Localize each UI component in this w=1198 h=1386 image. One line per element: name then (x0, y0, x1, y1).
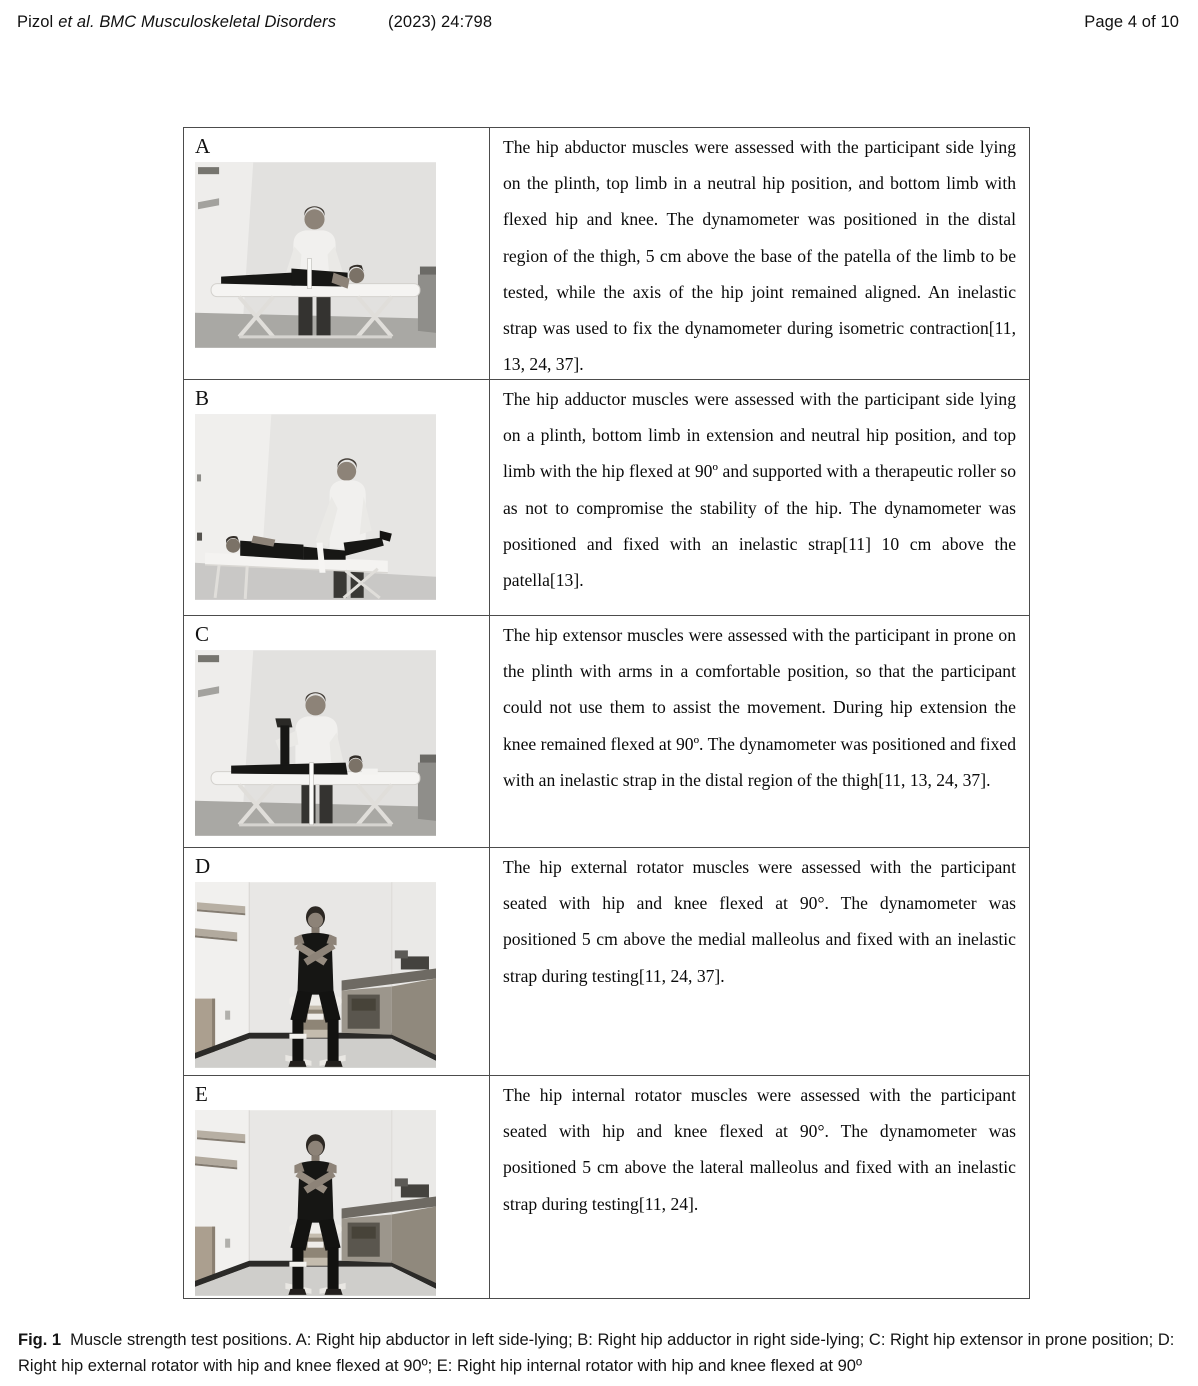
photo-cell-a (184, 128, 490, 379)
photo-b-hip-adductor-test (195, 414, 436, 600)
figure-caption-label: Fig. 1 (18, 1331, 62, 1349)
row-label-b: B (195, 386, 210, 410)
photo-cell-e (184, 1076, 490, 1298)
page-header (17, 13, 1179, 32)
figure-1-table (183, 127, 1030, 1299)
description-text-d: The hip external rotator muscles were assessed with the participant seated with hip and knee flexed at 90°. The dynamometer was positioned 5 cm above the medial malleolus and fixed with an inelastic strap during testing[11, 24, 37]. (503, 857, 1016, 986)
description-text-c: The hip extensor muscles were assessed with the participant in prone on the plinth with arms in a comfortable position, so that the participant could not use them to assist the movement. During hip extension the knee remained flexed at 90º. The dynamometer was positioned and fixed with an inelastic strap in the distal region of the thigh[11, 13, 24, 37]. (503, 625, 1016, 790)
photo-c-hip-extensor-test (195, 650, 436, 836)
photo-d-hip-external-rotator-test (195, 882, 436, 1068)
figure-row-d (184, 847, 1029, 1075)
figure-row-c (184, 615, 1029, 847)
photo-cell-b (184, 380, 490, 615)
figure-caption (18, 1328, 1181, 1379)
figure-row-b (184, 379, 1029, 615)
row-label-a: A (195, 134, 211, 158)
description-cell-b (490, 380, 1029, 615)
description-cell-e (490, 1076, 1029, 1298)
header-citation: (2023) 24:798 (388, 13, 493, 31)
figure-row-a (184, 128, 1029, 379)
description-text-b: The hip adductor muscles were assessed with the participant side lying on a plinth, bottom limb in extension and neutral hip position, and top limb with the hip flexed at 90º and supported with a therapeutic roller so as not to compromise the stability of the hip. The dynamometer was positioned and fixed with an inelastic strap[11] 10 cm above the patella[13]. (503, 389, 1016, 591)
photo-e-hip-internal-rotator-test (195, 1110, 436, 1296)
photo-cell-c (184, 616, 490, 847)
header-author: Pizol (17, 13, 54, 31)
header-journal-title: et al. BMC Musculoskeletal Disorders (58, 13, 337, 31)
description-cell-a (490, 128, 1029, 379)
figure-row-e (184, 1075, 1029, 1298)
description-text-a: The hip abductor muscles were assessed with the participant side lying on the plinth, top limb in a neutral hip position, and bottom limb with flexed hip and knee. The dynamometer was positioned in the distal region of the thigh, 5 cm above the base of the patella of the limb to be tested, while the axis of the hip joint remained aligned. An inelastic strap was used to fix the dynamometer during isometric contraction[11, 13, 24, 37]. (503, 137, 1016, 375)
photo-cell-d (184, 848, 490, 1075)
description-cell-c (490, 616, 1029, 847)
row-label-d: D (195, 854, 211, 878)
figure-caption-text: Muscle strength test positions. A: Right hip abductor in left side-lying; B: Right hip adductor in right side-lying; C: Right hip extensor in prone position; D: Right hip external rotator with hip and knee flexed at 90º; E: Right hip internal rotator with hip and knee flexed at 90º (18, 1331, 1175, 1375)
description-cell-d (490, 848, 1029, 1075)
photo-a-hip-abductor-test (195, 162, 436, 348)
header-page-number: Page 4 of 10 (1084, 13, 1179, 31)
row-label-e: E (195, 1082, 208, 1106)
description-text-e: The hip internal rotator muscles were assessed with the participant seated with hip and knee flexed at 90°. The dynamometer was positioned 5 cm above the lateral malleolus and fixed with an inelastic strap during testing[11, 24]. (503, 1085, 1016, 1214)
row-label-c: C (195, 622, 210, 646)
